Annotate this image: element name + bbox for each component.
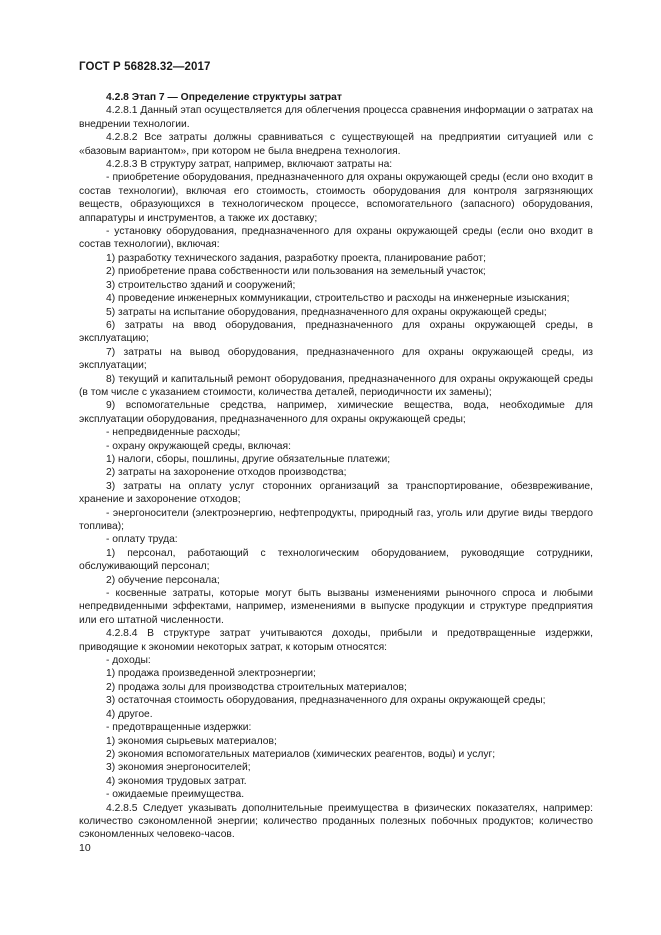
list-item: 6) затраты на ввод оборудования, предназначенного для охраны окружающей среды, в эксплуатацию; — [79, 319, 593, 345]
list-item: - установку оборудования, предназначенного для охраны окружающей среды (если оно входит в состав технологии), включая: — [79, 226, 593, 251]
list-item: 3) экономия энергоносителей; — [106, 762, 251, 774]
list-item: 2) продажа золы для производства строительных материалов; — [106, 681, 407, 693]
document-body — [79, 91, 593, 842]
list-item: 5) затраты на испытание оборудования, предназначенного для охраны окружающей среды; — [106, 306, 547, 318]
list-item: - охрану окружающей среды, включая: — [106, 440, 291, 452]
list-item: 3) остаточная стоимость оборудования, предназначенного для охраны окружающей среды; — [106, 695, 546, 707]
list-item: - непредвиденные расходы; — [106, 427, 241, 439]
list-item: 3) затраты на оплату услуг сторонних организаций за транспортирование, обезвреживание, хранение и захоронение отходов; — [79, 480, 593, 506]
list-item: 8) текущий и капитальный ремонт оборудования, предназначенного для охраны окружающей среды (в том числе с указанием стоимости, количества деталей, периодичности их замены); — [79, 373, 593, 398]
list-item: 1) экономия сырьевых материалов; — [106, 735, 277, 747]
list-item: - энергоносители (электроэнергию, нефтепродукты, природный газ, уголь или другие виды твердого топлива); — [79, 507, 593, 532]
paragraph: 4.2.8.5 Следует указывать дополнительные преимущества в физических показателях, например: количество сэкономленной энергии; количество проданных полезных побочных продуктов; количество сэкономленных человеко-часов. — [79, 802, 593, 841]
section-heading: 4.2.8 Этап 7 — Определение структуры затрат — [106, 92, 342, 103]
list-item: 1) продажа произведенной электроэнергии; — [106, 668, 316, 680]
document-header: ГОСТ Р 56828.32—2017 — [79, 61, 211, 73]
list-item: 1) разработку технического задания, разработку проекта, планирование работ; — [106, 252, 486, 264]
list-item: - приобретение оборудования, предназначенного для охраны окружающей среды (если оно входит в состав технологии), включая его стоимость, стоимость оборудования для контроля загрязняющих веществ, образующихся в технологическом процессе, вспомогательного (запасного) оборудования, аппаратуры и инструментов, а также их доставку; — [79, 172, 593, 224]
list-item: 2) обучение персонала; — [106, 574, 220, 586]
list-item: - доходы: — [106, 655, 151, 667]
list-item: - предотвращенные издержки: — [106, 722, 252, 734]
list-item: - косвенные затраты, которые могут быть вызваны изменениями рыночного спроса и любыми непредвиденными эффектами, например, изменениями в выпуске продукции и структуре предприятия или его штатной численности. — [79, 588, 593, 626]
list-item: 7) затраты на вывод оборудования, предназначенного для охраны окружающей среды, из эксплуатации; — [79, 346, 593, 372]
paragraph: 4.2.8.1 Данный этап осуществляется для облегчения процесса сравнения информации о затратах на внедрении технологии. — [79, 105, 593, 130]
list-item: - ожидаемые преимущества. — [106, 789, 245, 801]
list-item: 1) персонал, работающий с технологическим оборудованием, руководящие сотрудники, обслуживающий персонал; — [79, 547, 593, 573]
list-item: 4) экономия трудовых затрат. — [106, 775, 247, 787]
paragraph: 4.2.8.2 Все затраты должны сравниваться с существующей на предприятии ситуацией или с «базовым вариантом», при котором не была внедрена технология. — [79, 132, 593, 157]
list-item: 3) строительство зданий и сооружений; — [106, 279, 296, 291]
list-item: 4) другое. — [106, 708, 153, 720]
list-item: 2) затраты на захоронение отходов производства; — [106, 467, 347, 479]
list-item: 1) налоги, сборы, пошлины, другие обязательные платежи; — [106, 453, 391, 465]
list-item: 9) вспомогательные средства, например, химические вещества, вода, необходимые для эксплуатации оборудования, предназначенного для охраны окружающей среды; — [79, 400, 593, 425]
paragraph: 4.2.8.4 В структуре затрат учитываются доходы, прибыли и предотвращенные издержки, приводящие к экономии некоторых затрат, к которым относятся: — [79, 628, 593, 653]
paragraph: 4.2.8.3 В структуру затрат, например, включают затраты на: — [106, 159, 393, 171]
list-item: 2) экономия вспомогательных материалов (химических реагентов, воды) и услуг; — [106, 748, 496, 760]
list-item: - оплату труда: — [106, 534, 178, 546]
list-item: 4) проведение инженерных коммуникации, строительство и расходы на инженерные изыскания; — [106, 293, 570, 305]
list-item: 2) приобретение права собственности или пользования на земельный участок; — [106, 266, 486, 278]
page-number: 10 — [79, 842, 91, 854]
